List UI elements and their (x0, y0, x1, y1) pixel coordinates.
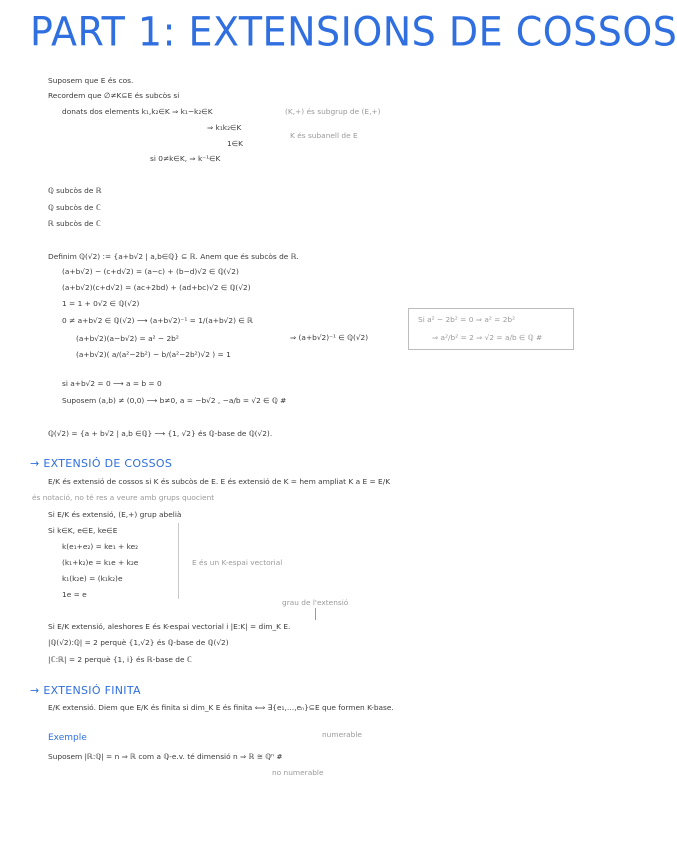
text-line: (a+b√2)(a−b√2) = a² − 2b² (76, 334, 179, 343)
text-line: ⇒ (a+b√2)⁻¹ ∈ ℚ(√2) (290, 333, 369, 342)
section-heading: → EXTENSIÓ FINITA (30, 684, 141, 697)
text-line: ℚ subcòs de ℝ (48, 186, 102, 195)
down-arrow-icon (315, 608, 316, 620)
text-line: Si E/K extensió, aleshores E és K-espai vectorial i |E:K| = dim_K E. (48, 622, 291, 631)
text-line: (a+b√2)( a/(a²−2b²) − b/(a²−2b²)√2 ) = 1 (76, 350, 231, 359)
text-line: Suposem (a,b) ≠ (0,0) ⟶ b≠0, a = −b√2 , −a/b = √2 ∈ ℚ # (62, 396, 287, 405)
side-note: grau de l'extensió (282, 598, 349, 607)
side-note: és notació, no té res a veure amb grups quocient (32, 493, 215, 502)
text-line: Suposem |ℝ:ℚ| = n ⇒ ℝ com a ℚ-e.v. té dimensió n ⇒ ℝ ≅ ℚⁿ # (48, 752, 283, 761)
text-line: donats dos elements k₁,k₂∈K ⇒ k₁−k₂∈K (62, 107, 213, 116)
text-line: |ℂ:ℝ| = 2 perquè {1, i} és ℝ-base de ℂ (48, 655, 193, 664)
side-note: (K,+) és subgrup de (E,+) (285, 107, 381, 116)
text-line: 1 = 1 + 0√2 ∈ ℚ(√2) (62, 299, 140, 308)
text-line: Recordem que ∅≠K⊆E és subcòs si (48, 91, 180, 100)
text-line: k(e₁+e₂) = ke₁ + ke₂ (62, 542, 139, 551)
side-note: Si a² − 2b² = 0 ⇒ a² = 2b² (418, 315, 516, 324)
text-line: 0 ≠ a+b√2 ∈ ℚ(√2) ⟶ (a+b√2)⁻¹ = 1/(a+b√2) ∈ ℝ (62, 316, 253, 325)
text-line: si a+b√2 = 0 ⟶ a = b = 0 (62, 379, 162, 388)
text-line: E/K és extensió de cossos si K és subcòs de E. E és extensió de K = hem ampliat K a E = E/K (48, 477, 391, 486)
text-line: ⇒ k₁k₂∈K (207, 123, 242, 132)
text-line: (a+b√2)(c+d√2) = (ac+2bd) + (ad+bc)√2 ∈ ℚ(√2) (62, 283, 251, 292)
text-line: 1e = e (62, 590, 87, 599)
text-line: Suposem que E és cos. (48, 76, 134, 85)
text-line: Si E/K és extensió, (E,+) grup abelià (48, 510, 182, 519)
side-note: numerable (322, 730, 362, 739)
text-line: si 0≠k∈K, ⇒ k⁻¹∈K (150, 154, 221, 163)
side-note: K és subanell de E (290, 131, 358, 140)
text-line: 1∈K (227, 139, 243, 148)
text-line: ℝ subcòs de ℂ (48, 219, 101, 228)
side-note: ⇒ a²/b² = 2 ⇒ √2 = a/b ∈ ℚ # (432, 333, 543, 342)
text-line: E/K extensió. Diem que E/K és finita si dim_K E és finita ⟺ ∃{e₁,…,eₙ}⊆E que formen K-base. (48, 703, 394, 712)
text-line: ℚ(√2) = {a + b√2 | a,b ∈ℚ} ⟶ {1, √2} és ℚ-base de ℚ(√2). (48, 429, 273, 438)
text-line: k₁(k₂e) = (k₁k₂)e (62, 574, 123, 583)
section-heading: → EXTENSIÓ DE COSSOS (30, 457, 173, 470)
side-note: E és un K-espai vectorial (192, 558, 283, 567)
example-heading: Exemple (48, 733, 87, 743)
text-line: (k₁+k₂)e = k₁e + k₂e (62, 558, 139, 567)
text-line: |ℚ(√2):ℚ| = 2 perquè {1,√2} és ℚ-base de ℚ(√2) (48, 638, 229, 647)
text-line: Si k∈K, e∈E, ke∈E (48, 526, 118, 535)
text-line: (a+b√2) − (c+d√2) = (a−c) + (b−d)√2 ∈ ℚ(√2) (62, 267, 239, 276)
text-line: ℚ subcòs de ℂ (48, 203, 101, 212)
side-note: no numerable (272, 768, 324, 777)
text-line: Definim ℚ(√2) := {a+b√2 | a,b∈ℚ} ⊆ ℝ. Anem que és subcòs de ℝ. (48, 252, 299, 261)
divider (178, 523, 179, 599)
page-title: PART 1: EXTENSIONS DE COSSOS (30, 8, 677, 56)
